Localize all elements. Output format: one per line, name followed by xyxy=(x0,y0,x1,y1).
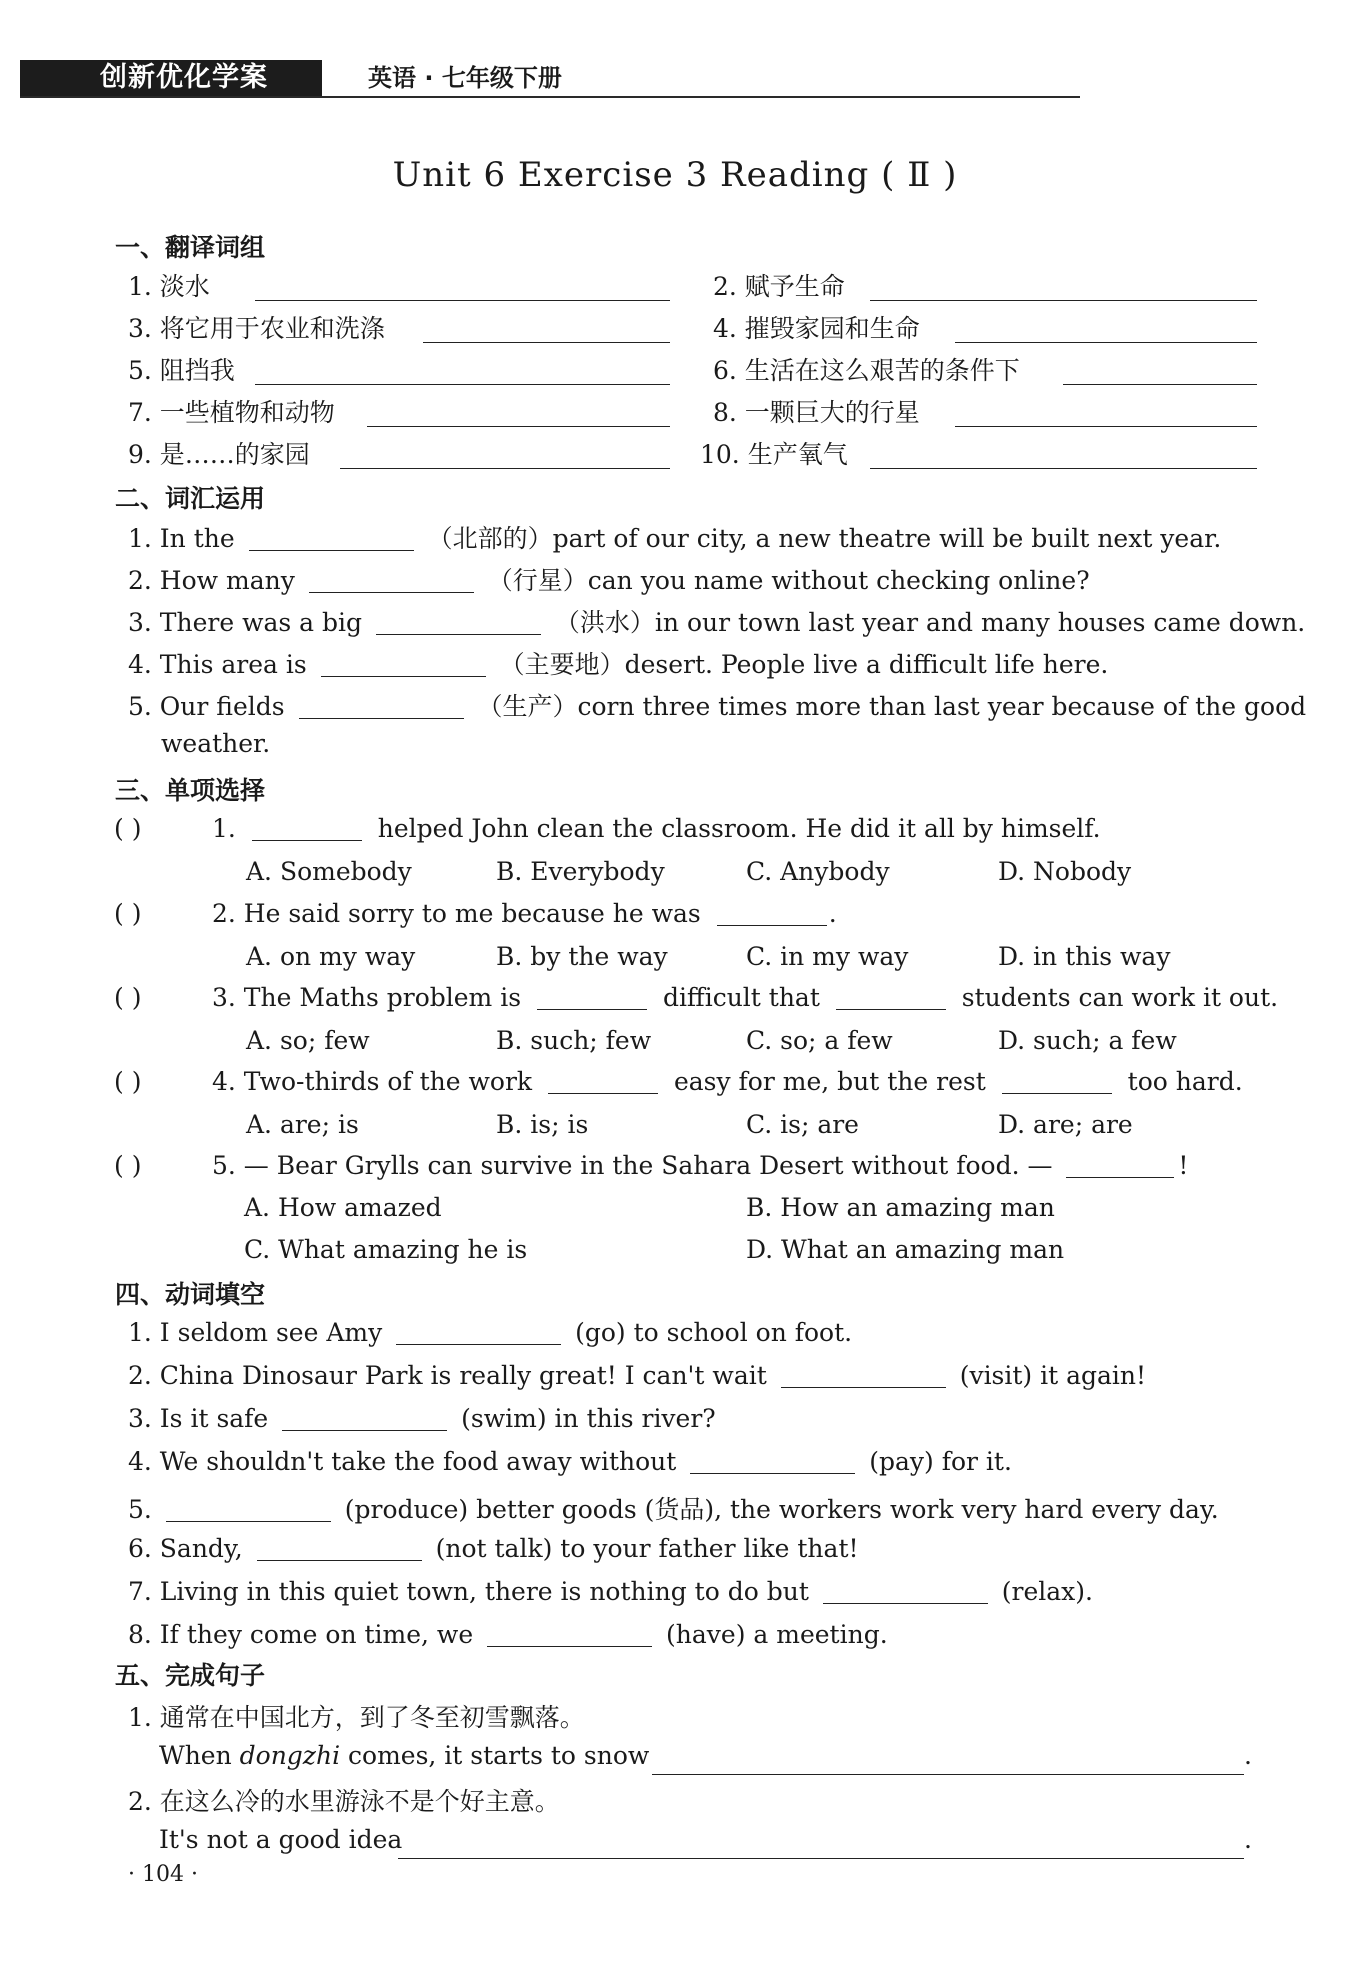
question-text: 2. He said sorry to me because he was xyxy=(212,899,701,928)
sentence-start: When xyxy=(159,1741,240,1770)
answer-blank[interactable] xyxy=(717,900,827,926)
sentence-start: 1. In the xyxy=(128,524,235,553)
answer-blank[interactable] xyxy=(781,1362,946,1388)
option-c[interactable]: C. in my way xyxy=(746,942,909,971)
option-c[interactable]: C. so; a few xyxy=(746,1026,893,1055)
answer-blank[interactable] xyxy=(340,467,670,469)
sec2-item-4 xyxy=(128,645,1108,681)
sentence-start: 8. If they come on time, we xyxy=(128,1620,474,1649)
answer-blank[interactable] xyxy=(1063,383,1257,385)
sentence-end: (go) to school on foot. xyxy=(575,1318,853,1347)
answer-blank[interactable] xyxy=(255,299,670,301)
subject-label: 英语 · 七年级下册 xyxy=(368,64,562,92)
header-rule xyxy=(20,96,1080,98)
sec1-item-2: 2. 赋予生命 xyxy=(713,272,845,301)
answer-blank[interactable] xyxy=(282,1405,447,1431)
answer-blank[interactable] xyxy=(537,984,647,1010)
sentence-end: (have) a meeting. xyxy=(666,1620,888,1649)
option-c[interactable]: C. What amazing he is xyxy=(244,1235,528,1264)
option-a[interactable]: A. are; is xyxy=(246,1110,359,1139)
sentence-end: （主要地）desert. People live a difficult life here. xyxy=(499,650,1109,679)
answer-blank[interactable] xyxy=(376,609,541,635)
answer-parentheses[interactable]: ( ) xyxy=(114,814,142,843)
answer-blank[interactable] xyxy=(870,467,1257,469)
sec5-q2-chinese: 2. 在这么冷的水里游泳不是个好主意。 xyxy=(128,1787,560,1816)
answer-blank[interactable] xyxy=(690,1448,855,1474)
option-b[interactable]: B. such; few xyxy=(496,1026,652,1055)
question-text: 4. Two-thirds of the work xyxy=(212,1067,533,1096)
answer-blank[interactable] xyxy=(548,1068,658,1094)
answer-blank[interactable] xyxy=(398,1857,1244,1859)
sentence-end: (swim) in this river? xyxy=(461,1404,716,1433)
mc-question-2 xyxy=(212,899,837,928)
mc-question-1 xyxy=(212,814,1101,843)
option-a[interactable]: A. Somebody xyxy=(246,857,412,886)
sentence-end: (visit) it again! xyxy=(959,1361,1147,1390)
sentence-end: （北部的）part of our city, a new theatre will be built next year. xyxy=(427,524,1222,553)
sentence-end: (relax). xyxy=(1001,1577,1093,1606)
sec4-item-2 xyxy=(128,1361,1146,1390)
sec2-item-3 xyxy=(128,603,1305,639)
sentence-start: 2. China Dinosaur Park is really great! I can't wait xyxy=(128,1361,767,1390)
answer-blank[interactable] xyxy=(249,525,414,551)
question-text: too hard. xyxy=(1127,1067,1243,1096)
answer-blank[interactable] xyxy=(166,1496,331,1522)
sentence-start: 1. I seldom see Amy xyxy=(128,1318,383,1347)
sec1-item-8: 8. 一颗巨大的行星 xyxy=(713,398,920,427)
answer-blank[interactable] xyxy=(870,299,1257,301)
sec2-item-5 xyxy=(128,687,1306,723)
sentence-start: 7. Living in this quiet town, there is nothing to do but xyxy=(128,1577,809,1606)
series-banner: 创新优化学案 xyxy=(20,60,322,96)
section-heading-3: 三、单项选择 xyxy=(115,776,266,805)
sentence-end: （洪水）in our town last year and many houses came down. xyxy=(554,608,1306,637)
sentence-start: 4. We shouldn't take the food away without xyxy=(128,1447,677,1476)
sec5-q1-english xyxy=(159,1741,649,1770)
mc-question-3 xyxy=(212,983,1278,1012)
sentence-start: 6. Sandy, xyxy=(128,1534,243,1563)
answer-blank[interactable] xyxy=(367,425,670,427)
sec4-item-8 xyxy=(128,1620,888,1649)
answer-blank[interactable] xyxy=(252,815,362,841)
sec1-item-4: 4. 摧毁家园和生命 xyxy=(713,314,920,343)
option-c[interactable]: C. Anybody xyxy=(746,857,890,886)
option-c[interactable]: C. is; are xyxy=(746,1110,859,1139)
question-text: 3. The Maths problem is xyxy=(212,983,522,1012)
option-b[interactable]: B. How an amazing man xyxy=(746,1193,1055,1222)
question-text: easy for me, but the rest xyxy=(673,1067,986,1096)
sec1-item-6: 6. 生活在这么艰苦的条件下 xyxy=(713,356,1020,385)
sec4-item-3 xyxy=(128,1404,716,1433)
answer-blank[interactable] xyxy=(257,1535,422,1561)
sec4-item-1 xyxy=(128,1318,852,1347)
sentence-end: （行星）can you name without checking online? xyxy=(487,566,1090,595)
answer-blank[interactable] xyxy=(309,567,474,593)
answer-parentheses[interactable]: ( ) xyxy=(114,983,142,1012)
page-title: Unit 6 Exercise 3 Reading ( Ⅱ ) xyxy=(392,155,958,195)
mc-question-5 xyxy=(212,1151,1188,1180)
option-b[interactable]: B. by the way xyxy=(496,942,668,971)
answer-blank[interactable] xyxy=(299,693,464,719)
sec2-item-5-continued: weather. xyxy=(161,729,271,758)
section-heading-4: 四、动词填空 xyxy=(115,1280,266,1309)
sec1-item-3: 3. 将它用于农业和洗涤 xyxy=(128,314,385,343)
sentence-middle: comes, it starts to snow xyxy=(340,1741,650,1770)
sec5-q2-english: It's not a good idea xyxy=(159,1825,403,1854)
answer-blank[interactable] xyxy=(823,1578,988,1604)
question-text: 5. — Bear Grylls can survive in the Sahara Desert without food. — xyxy=(212,1151,1053,1180)
mc-question-4 xyxy=(212,1067,1243,1096)
sentence-end: (not talk) to your father like that! xyxy=(435,1534,859,1563)
section-heading-1: 一、翻译词组 xyxy=(115,233,266,262)
sentence-end: (pay) for it. xyxy=(869,1447,1012,1476)
answer-parentheses[interactable]: ( ) xyxy=(114,1151,142,1180)
question-text: students can work it out. xyxy=(961,983,1279,1012)
option-b[interactable]: B. is; is xyxy=(496,1110,589,1139)
sec5-q1-chinese: 1. 通常在中国北方，到了冬至初雪飘落。 xyxy=(128,1703,585,1732)
question-end: ! xyxy=(1178,1151,1189,1180)
answer-blank[interactable] xyxy=(955,341,1257,343)
sec1-item-7: 7. 一些植物和动物 xyxy=(128,398,335,427)
sec2-item-1 xyxy=(128,519,1221,555)
sentence-period: . xyxy=(1244,1741,1252,1770)
option-b[interactable]: B. Everybody xyxy=(496,857,665,886)
answer-blank[interactable] xyxy=(255,383,670,385)
italic-term: dongzhi xyxy=(239,1741,341,1770)
sentence-start: 2. How many xyxy=(128,566,295,595)
page-number: · 104 · xyxy=(128,1862,198,1887)
sentence-period: . xyxy=(1244,1825,1252,1854)
sentence-start: 3. Is it safe xyxy=(128,1404,269,1433)
question-end: . xyxy=(828,899,837,928)
answer-blank[interactable] xyxy=(955,425,1257,427)
sec1-item-10: 10. 生产氧气 xyxy=(700,440,848,469)
answer-blank[interactable] xyxy=(1066,1152,1174,1178)
option-a[interactable]: A. How amazed xyxy=(244,1193,442,1222)
sec1-item-9: 9. 是……的家园 xyxy=(128,440,310,469)
sentence-start: 3. There was a big xyxy=(128,608,362,637)
sec2-item-2 xyxy=(128,561,1090,597)
sentence-start: 5. xyxy=(128,1495,152,1524)
sec1-item-1: 1. 淡水 xyxy=(128,272,210,301)
answer-blank[interactable] xyxy=(487,1621,652,1647)
sentence-start: 4. This area is xyxy=(128,650,307,679)
answer-blank[interactable] xyxy=(1002,1068,1112,1094)
sentence-end: (produce) better goods (货品), the workers work very hard every day. xyxy=(344,1495,1219,1524)
section-heading-5: 五、完成句子 xyxy=(115,1661,266,1690)
answer-blank[interactable] xyxy=(836,984,946,1010)
option-d[interactable]: D. such; a few xyxy=(998,1026,1177,1055)
section-heading-2: 二、词汇运用 xyxy=(115,484,266,513)
sec4-item-4 xyxy=(128,1447,1012,1476)
option-d[interactable]: D. in this way xyxy=(998,942,1171,971)
question-text: helped John clean the classroom. He did it all by himself. xyxy=(377,814,1101,843)
option-a[interactable]: A. on my way xyxy=(246,942,416,971)
option-a[interactable]: A. so; few xyxy=(246,1026,370,1055)
option-d[interactable]: D. Nobody xyxy=(998,857,1132,886)
answer-parentheses[interactable]: ( ) xyxy=(114,899,142,928)
sec4-item-7 xyxy=(128,1577,1093,1606)
option-d[interactable]: D. What an amazing man xyxy=(746,1235,1065,1264)
answer-blank[interactable] xyxy=(321,651,486,677)
option-d[interactable]: D. are; are xyxy=(998,1110,1133,1139)
answer-parentheses[interactable]: ( ) xyxy=(114,1067,142,1096)
answer-blank[interactable] xyxy=(423,341,670,343)
sentence-start: 5. Our fields xyxy=(128,692,285,721)
sentence-end: （生产）corn three times more than last year because of the good xyxy=(477,692,1307,721)
sec4-item-6 xyxy=(128,1534,859,1563)
sec1-item-5: 5. 阻挡我 xyxy=(128,356,235,385)
question-text: difficult that xyxy=(662,983,820,1012)
answer-blank[interactable] xyxy=(396,1319,561,1345)
answer-blank[interactable] xyxy=(652,1773,1244,1775)
question-number: 1. xyxy=(212,814,236,843)
sec4-item-5 xyxy=(128,1490,1219,1526)
